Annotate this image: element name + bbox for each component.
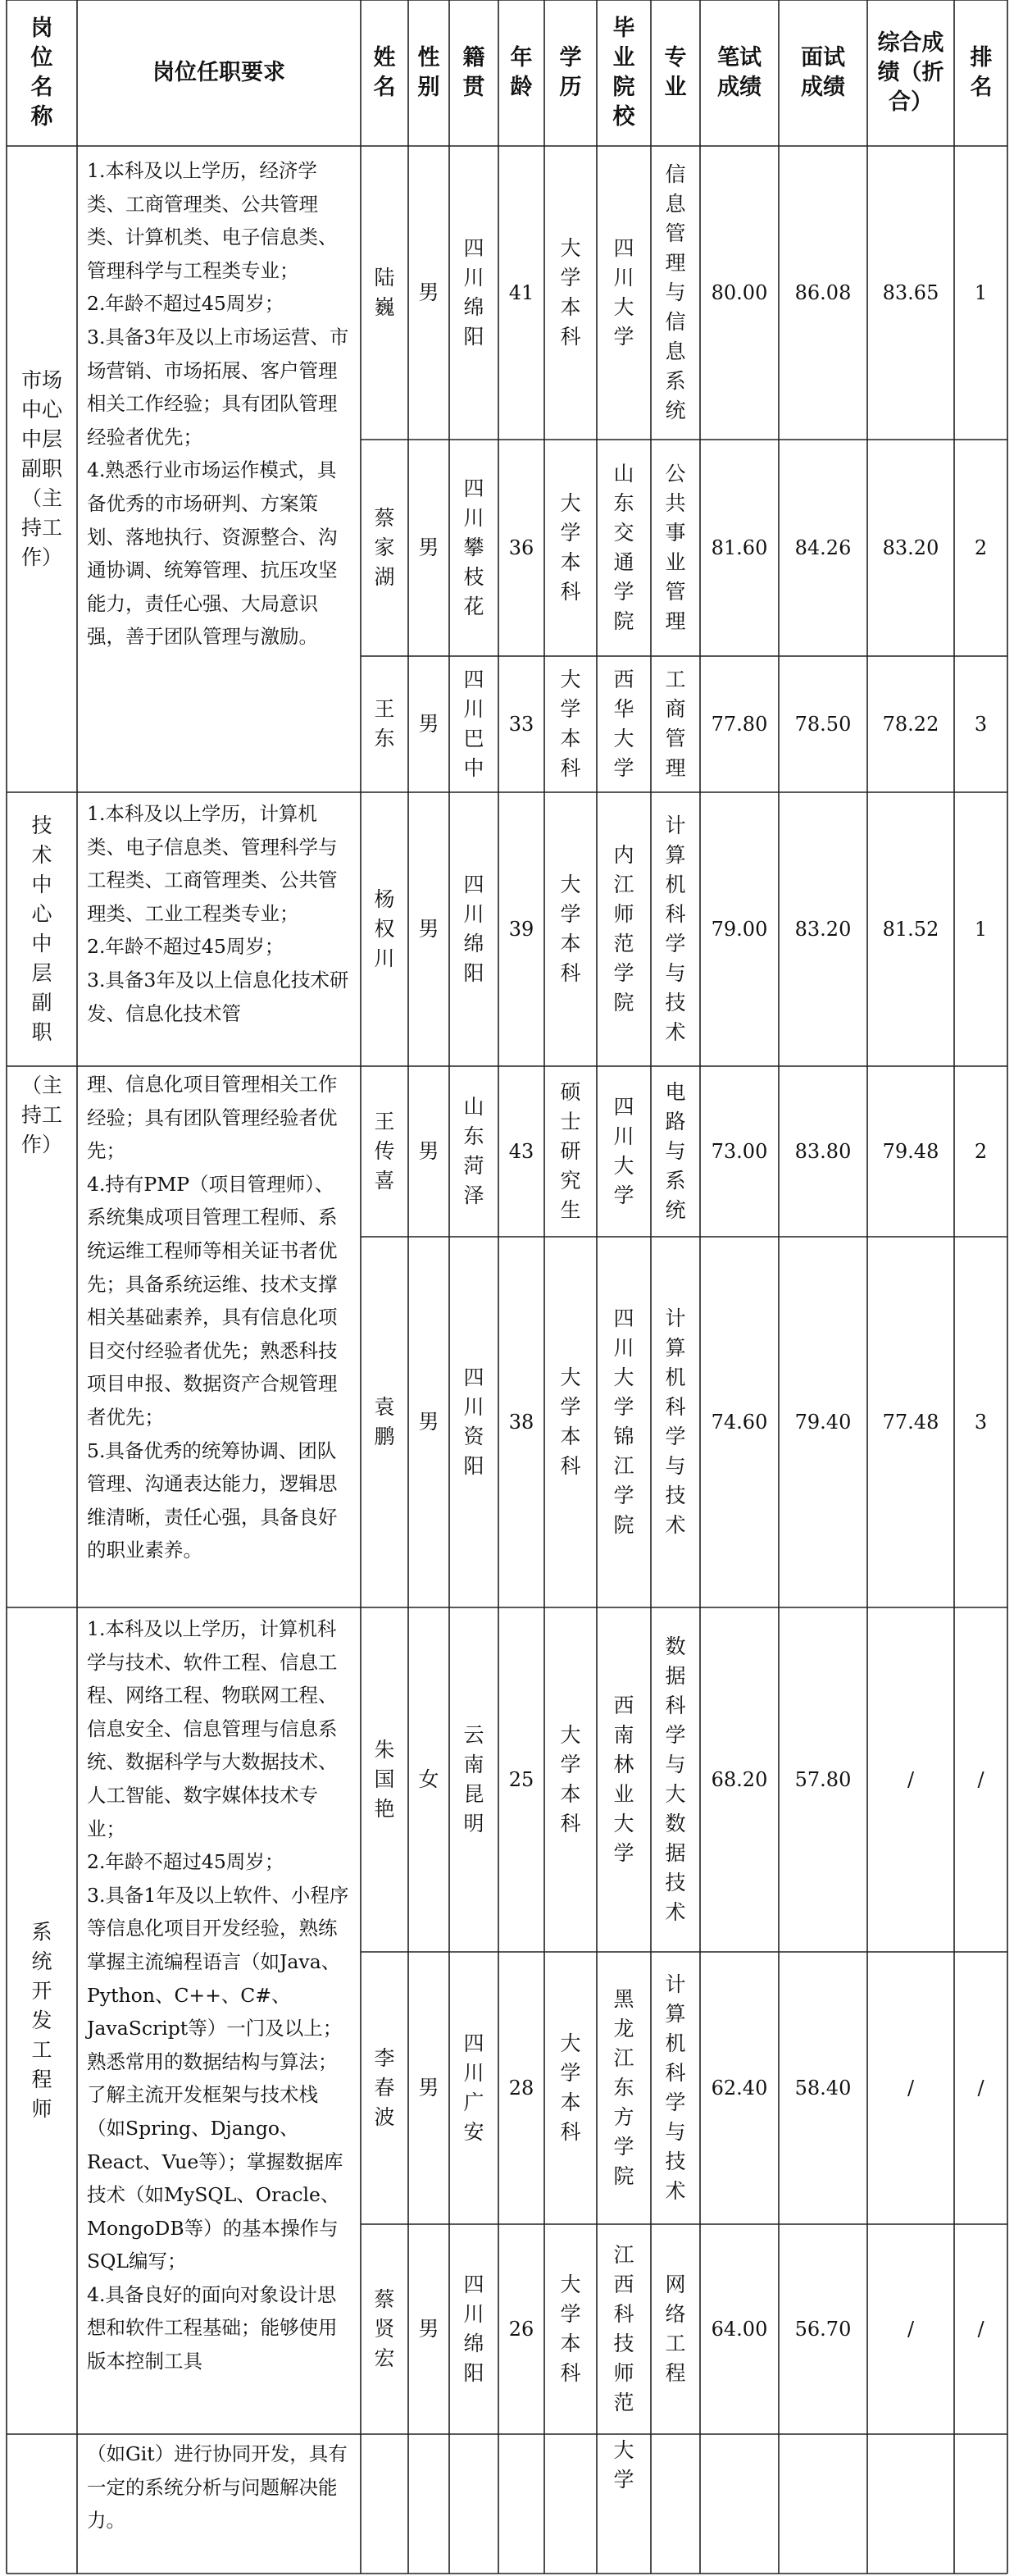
cell-major: 工商管理 bbox=[665, 668, 686, 780]
cell-age: 43 bbox=[508, 1140, 534, 1163]
cell-rank: / bbox=[977, 2318, 984, 2341]
header-major: 专业 bbox=[664, 45, 687, 100]
cell-education: 大学本科 bbox=[560, 873, 581, 985]
cell-age: 41 bbox=[508, 281, 534, 304]
cell-composite: 79.48 bbox=[882, 1140, 939, 1163]
cell-age: 33 bbox=[508, 713, 534, 736]
cell-origin: 四川绵阳 bbox=[463, 873, 484, 985]
header-position: 岗位名称 bbox=[30, 16, 53, 130]
cell-school: 西华大学 bbox=[613, 668, 634, 780]
cell-school: 内江师范学院 bbox=[613, 843, 634, 1014]
cell-major: 电路与系统 bbox=[665, 1080, 686, 1222]
cell-interview: 57.80 bbox=[794, 1768, 852, 1791]
header-written: 笔试成绩 bbox=[717, 45, 762, 100]
cell-written: 68.20 bbox=[711, 1768, 768, 1791]
cell-interview: 78.50 bbox=[794, 713, 852, 736]
position-tech-deputy: 技术中心中层副职 bbox=[31, 814, 52, 1044]
cell-major: 公共事业管理 bbox=[665, 462, 686, 633]
cell-gender: 男 bbox=[418, 2076, 439, 2100]
cell-composite: / bbox=[907, 1768, 915, 1791]
cell-gender: 女 bbox=[418, 1767, 439, 1791]
requirements-market: 1.本科及以上学历，经济学类、工商管理类、公共管理类、计算机类、电子信息类、管理科学与工程类专业； 2.年龄不超过45周岁； 3.具备3年及以上市场运营、市场营销、市场拓展、客户管理相关工作经验；具有团队管理经验者优先； 4.熟悉行业市场运作模式，具备优秀的市场研判、方案策划、落地执行、资源整合、沟通协调、统筹管理、抗压攻坚能力，责任心强、大局意识强，善于团队管理与激励。 bbox=[87, 159, 349, 649]
cell-age: 39 bbox=[508, 918, 534, 941]
cell-gender: 男 bbox=[418, 280, 439, 304]
cell-age: 36 bbox=[508, 536, 534, 559]
cell-composite: / bbox=[907, 2318, 915, 2341]
cell-interview: 83.80 bbox=[794, 1140, 852, 1163]
cell-age: 26 bbox=[508, 2318, 534, 2341]
cell-composite: 83.65 bbox=[882, 281, 939, 304]
cell-school: 山东交通学院 bbox=[613, 462, 634, 633]
cell-origin: 四川攀枝花 bbox=[463, 476, 484, 618]
cell-interview: 56.70 bbox=[794, 2318, 852, 2341]
cell-composite: 77.48 bbox=[882, 1411, 939, 1434]
cell-education: 大学本科 bbox=[560, 1366, 581, 1478]
cell-rank: / bbox=[977, 1768, 984, 1791]
header-rank: 排名 bbox=[970, 45, 993, 100]
cell-school: 西南林业大学 bbox=[613, 1694, 634, 1865]
requirements-engineer: 1.本科及以上学历，计算机科学与技术、软件工程、信息工程、网络工程、物联网工程、信息安全、信息管理与信息系统、数据科学与大数据技术、人工智能、数字媒体技术专业； 2.年龄不超过45周岁； 3.具备1年及以上软件、小程序等信息化项目开发经验，熟练掌握主流编程语言（如Java、Python、C++、C#、JavaScript等）一门及以上；熟悉常用的数据结构与算法；了解主流开发框架与技术栈（如Spring、Django、React、Vue等）；掌握数据库技术（如MySQL、Oracle、MongoDB等）的基本操作与SQL编写； 4.具备良好的面向对象设计思想和软件工程基础；能够使用版本控制工具 bbox=[87, 1617, 349, 2373]
header-composite: 综合成绩（折合） bbox=[877, 30, 944, 115]
requirements-engineer-cont: （如Git）进行协同开发，具有一定的系统分析与问题解决能力。 bbox=[87, 2442, 348, 2533]
cell-name: 李春波 bbox=[374, 2046, 395, 2129]
cell-major: 计算机科学与技术 bbox=[665, 1972, 686, 2203]
cell-name: 朱国艳 bbox=[374, 1738, 395, 1821]
position-market-deputy: 市场中心中层副职（主持工作） bbox=[21, 368, 63, 569]
position-tech-deputy-cont: （主持工作） bbox=[21, 1074, 63, 1156]
header-name: 姓名 bbox=[373, 45, 396, 100]
cell-written: 73.00 bbox=[711, 1140, 768, 1163]
cell-school: 四川大学锦江学院 bbox=[613, 1306, 634, 1537]
cell-age: 28 bbox=[508, 2077, 534, 2100]
cell-written: 74.60 bbox=[711, 1411, 768, 1434]
cell-education: 大学本科 bbox=[560, 2273, 581, 2385]
header-school: 毕业院校 bbox=[612, 16, 635, 130]
cell-interview: 84.26 bbox=[794, 536, 852, 559]
cell-school: 四川大学 bbox=[613, 1095, 634, 1207]
cell-major: 计算机科学与技术 bbox=[665, 1306, 686, 1537]
cell-written: 64.00 bbox=[711, 2318, 768, 2341]
cell-written: 80.00 bbox=[711, 281, 768, 304]
cell-composite: 83.20 bbox=[882, 536, 939, 559]
cell-gender: 男 bbox=[418, 1410, 439, 1434]
header-origin: 籍贯 bbox=[462, 45, 485, 100]
header-age: 年龄 bbox=[510, 45, 533, 100]
cell-interview: 86.08 bbox=[794, 281, 852, 304]
cell-interview: 58.40 bbox=[794, 2077, 852, 2100]
cell-gender: 男 bbox=[418, 1139, 439, 1163]
cell-name: 蔡贤宏 bbox=[374, 2287, 395, 2370]
cell-rank: 2 bbox=[974, 536, 988, 559]
cell-education: 大学本科 bbox=[560, 491, 581, 604]
cell-major: 网络工程 bbox=[665, 2273, 686, 2385]
cell-composite: 78.22 bbox=[882, 713, 939, 736]
cell-major: 信息管理与信息系统 bbox=[665, 162, 686, 422]
cell-gender: 男 bbox=[418, 712, 439, 736]
cell-education: 大学本科 bbox=[560, 2031, 581, 2144]
cell-written: 77.80 bbox=[711, 713, 768, 736]
cell-education: 大学本科 bbox=[560, 668, 581, 780]
cell-gender: 男 bbox=[418, 2317, 439, 2341]
cell-written: 79.00 bbox=[711, 918, 768, 941]
cell-origin: 四川广安 bbox=[463, 2031, 484, 2144]
header-requirements: 岗位任职要求 bbox=[152, 60, 285, 85]
cell-name: 王传喜 bbox=[374, 1110, 395, 1192]
cell-rank: 3 bbox=[974, 1411, 988, 1434]
cell-written: 62.40 bbox=[711, 2077, 768, 2100]
cell-origin: 四川绵阳 bbox=[463, 236, 484, 349]
cell-name: 杨权川 bbox=[374, 887, 395, 970]
school-continuation: 大学 bbox=[613, 2438, 634, 2492]
cell-rank: / bbox=[977, 2077, 984, 2100]
cell-school: 四川大学 bbox=[613, 236, 634, 349]
cell-gender: 男 bbox=[418, 536, 439, 559]
cell-origin: 云南昆明 bbox=[463, 1723, 484, 1835]
header-interview: 面试成绩 bbox=[801, 45, 845, 100]
cell-education: 大学本科 bbox=[560, 236, 581, 349]
cell-origin: 四川绵阳 bbox=[463, 2273, 484, 2385]
cell-rank: 2 bbox=[974, 1140, 988, 1163]
cell-school: 江西科技师范 bbox=[613, 2243, 634, 2414]
cell-major: 数据科学与大数据技术 bbox=[665, 1635, 686, 1924]
cell-name: 陆巍 bbox=[374, 266, 395, 319]
cell-rank: 3 bbox=[974, 713, 988, 736]
cell-interview: 79.40 bbox=[794, 1411, 852, 1434]
cell-major: 计算机科学与技术 bbox=[665, 814, 686, 1044]
cell-gender: 男 bbox=[418, 917, 439, 941]
cell-composite: / bbox=[907, 2077, 915, 2100]
cell-education: 大学本科 bbox=[560, 1723, 581, 1835]
cell-rank: 1 bbox=[974, 918, 988, 941]
cell-origin: 四川巴中 bbox=[463, 668, 484, 780]
cell-name: 王东 bbox=[374, 697, 395, 750]
cell-age: 25 bbox=[508, 1768, 534, 1791]
cell-age: 38 bbox=[508, 1411, 534, 1434]
cell-name: 蔡家湖 bbox=[374, 506, 395, 589]
cell-name: 袁鹏 bbox=[374, 1395, 395, 1448]
cell-composite: 81.52 bbox=[882, 918, 939, 941]
position-system-engineer: 系统开发工程师 bbox=[31, 1920, 52, 2121]
cell-interview: 83.20 bbox=[794, 918, 852, 941]
requirements-tech: 1.本科及以上学历，计算机类、电子信息类、管理科学与工程类、工商管理类、公共管理类、工业工程类专业； 2.年龄不超过45周岁； 3.具备3年及以上信息化技术研发、信息化技术管 bbox=[87, 802, 349, 1025]
requirements-tech-cont: 理、信息化项目管理相关工作经验；具有团队管理经验者优先； 4.持有PMP（项目管理师）、系统集成项目管理工程师、系统运维工程师等相关证书者优先；具备系统运维、技术支撑相关基础素养，具有信息化项目交付经验者优先；熟悉科技项目申报、数据资产合规管理者优先； 5.具备优秀的统筹协调、团队管理、沟通表达能力，逻辑思维清晰，责任心强，具备良好的职业素养。 bbox=[87, 1073, 338, 1562]
header-education: 学历 bbox=[559, 45, 582, 100]
cell-written: 81.60 bbox=[711, 536, 768, 559]
header-gender: 性别 bbox=[417, 45, 440, 100]
cell-origin: 四川资阳 bbox=[463, 1366, 484, 1478]
cell-school: 黑龙江东方学院 bbox=[613, 1987, 634, 2188]
cell-education: 硕士研究生 bbox=[560, 1080, 581, 1222]
cell-rank: 1 bbox=[974, 281, 988, 304]
cell-origin: 山东菏泽 bbox=[463, 1095, 484, 1207]
